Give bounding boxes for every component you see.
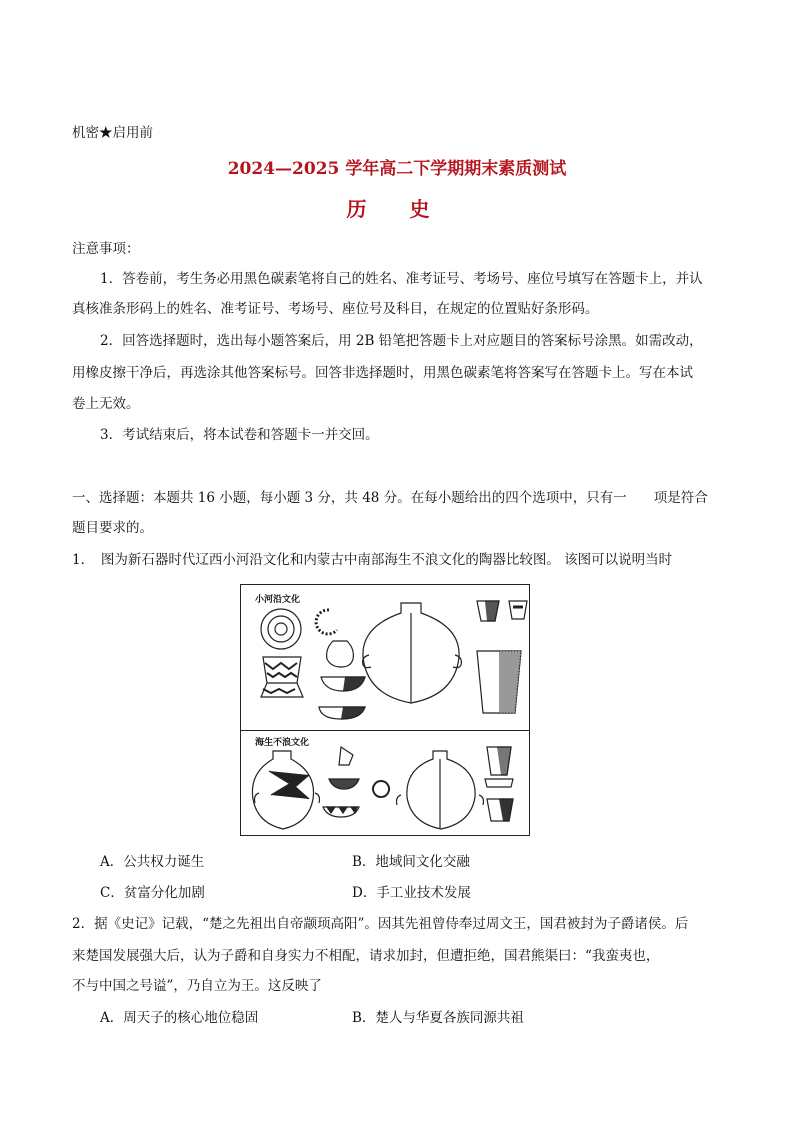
notice-item-2-line-2: 用橡皮擦干净后，再选涂其他答案标号。回答非选择题时，用黑色碳素笔将答案写在答题卡上。写在本试 [72, 365, 693, 381]
q2-option-a[interactable]: A．周天子的核心地位稳固 [100, 1010, 259, 1026]
pottery-painted-cup [263, 657, 301, 683]
question-1-stem: 1． 图为新石器时代辽西小河沿文化和内蒙古中南部海生不浪文化的陶器比较图。 该图可以说明当时 [72, 552, 673, 568]
pottery-drawings [241, 585, 531, 837]
q1-option-d[interactable]: D．手工业技术发展 [352, 885, 471, 901]
section-1-line-1: 一、选择题：本题共 16 小题，每小题 3 分，共 48 分。在每小题给出的四个选项中，只有一 项是符合 [72, 490, 708, 506]
notice-item-1-line-1: 1．答卷前，考生务必用黑色碳素笔将自己的姓名、准考证号、考场号、座位号填写在答题卡上，并认 [100, 271, 703, 287]
q1-option-a[interactable]: A．公共权力诞生 [100, 854, 205, 870]
pottery-plate [261, 609, 301, 649]
pottery-jar-bottom [407, 751, 475, 829]
notice-item-2-line-3: 卷上无效。 [72, 396, 140, 412]
pottery-cup-shard [339, 747, 353, 765]
pottery-small-jar [327, 641, 354, 667]
notice-item-3: 3．考试结束后，将本试卷和答题卡一并交回。 [100, 427, 379, 443]
pottery-ring-small [373, 781, 389, 797]
q1-option-b[interactable]: B．地域间文化交融 [352, 854, 470, 870]
notice-heading: 注意事项： [72, 241, 140, 257]
subject-title: 历 史 [346, 197, 448, 221]
figure-label-xiaoheyan: 小河沿文化 [255, 595, 301, 605]
question-2-line-2: 来楚国发展强大后，认为子爵和自身实力不相配，请求加封，但遭拒绝，国君熊渠曰：“我蛮夷也， [72, 948, 660, 964]
pottery-bowl-3 [329, 779, 359, 789]
pottery-small-cup-2 [509, 601, 527, 619]
question-2-line-1: 2．据《史记》记载，“楚之先祖出自帝颛顼高阳”。因其先祖曾侍奉过周文王，国君被封为子爵诸侯。后 [72, 916, 689, 932]
notice-item-2-line-1: 2．回答选择题时，选出每小题答案后，用 2B 铅笔把答题卡上对应题目的答案标号涂黑。如需改动， [100, 333, 703, 349]
pottery-comparison-figure [240, 584, 530, 836]
q2-option-b[interactable]: B．楚人与华夏各族同源共祖 [352, 1010, 524, 1026]
q1-option-c[interactable]: C．贫富分化加剧 [100, 885, 205, 901]
section-1-line-2: 题目要求的。 [72, 520, 153, 536]
secret-mark: 机密★启用前 [72, 125, 153, 141]
exam-title: 2024—2025 学年高二下学期期末素质测试 [227, 159, 567, 179]
figure-label-haishengbulang: 海生不浪文化 [255, 738, 310, 748]
question-2-line-3: 不与中国之号谥”，乃自立为王。这反映了 [72, 978, 322, 994]
notice-item-1-line-2: 真核准条形码上的姓名、准考证号、考场号、座位号及科目，在规定的位置贴好条形码。 [72, 301, 599, 317]
pottery-ring [316, 610, 337, 634]
